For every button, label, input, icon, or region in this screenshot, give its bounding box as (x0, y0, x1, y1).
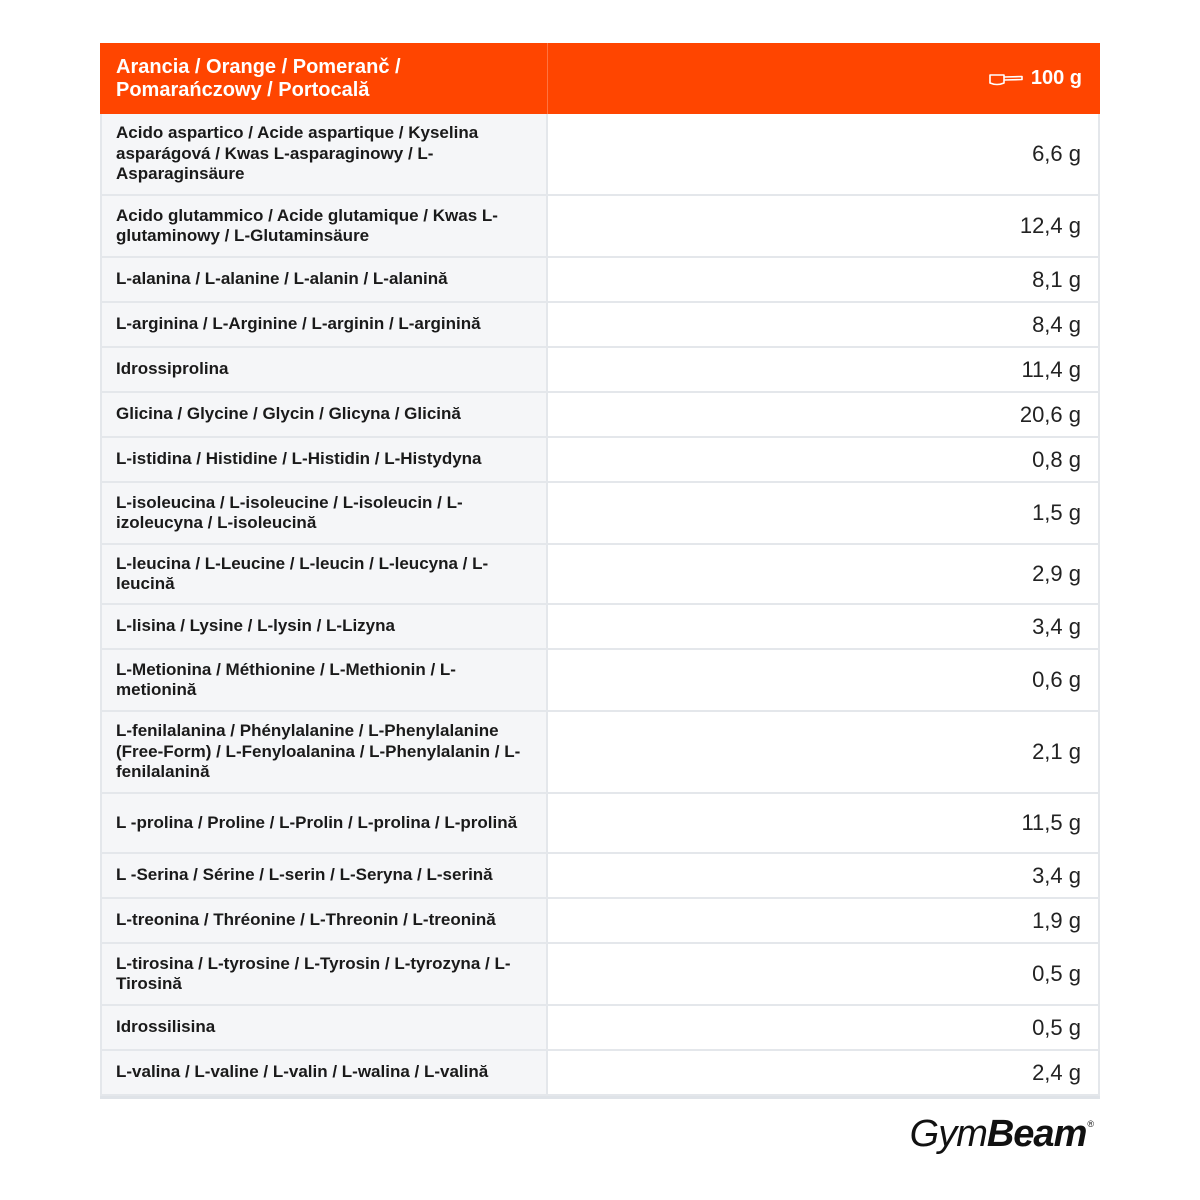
nutrient-name: L-fenilalanina / Phénylalanine / L-Phenylalanine (Free-Form) / L-Fenyloalanina / L-Phenylalanin / L-fenilalanină (102, 712, 548, 792)
nutrient-value: 1,5 g (548, 483, 1098, 543)
logo-text-beam: Beam (986, 1113, 1087, 1155)
table-row (100, 712, 1100, 794)
nutrient-name: Idrossiprolina (102, 348, 548, 391)
table-row (100, 1051, 1100, 1096)
nutrient-value: 8,1 g (548, 258, 1098, 301)
table-row (100, 258, 1100, 303)
nutrient-value: 2,9 g (548, 545, 1098, 603)
table-row (100, 196, 1100, 258)
logo-text-gym: Gym (909, 1113, 987, 1155)
nutrient-value: 11,4 g (548, 348, 1098, 391)
flavor-line-1: Arancia / Orange / Pomeranč / (116, 56, 401, 78)
nutrient-name: L-Metionina / Méthionine / L-Methionin / L-metionină (102, 650, 548, 710)
nutrient-name: Idrossilisina (102, 1006, 548, 1049)
nutrient-name: Acido glutammico / Acide glutamique / Kwas L-glutaminowy / L-Glutaminsäure (102, 196, 548, 256)
flavor-line-2: Pomarańczowy / Portocală (116, 79, 370, 101)
table-row (100, 393, 1100, 438)
serving-size: 100 g (1030, 67, 1082, 89)
table-row (100, 794, 1100, 854)
table-header (100, 43, 1100, 114)
table-row (100, 1006, 1100, 1051)
nutrient-name: L -prolina / Proline / L-Prolin / L-prolina / L-prolină (102, 794, 548, 852)
amino-acid-table (100, 43, 1100, 1099)
nutrient-name: Glicina / Glycine / Glycin / Glicyna / Glicină (102, 393, 548, 436)
nutrient-name: L-arginina / L-Arginine / L-arginin / L-arginină (102, 303, 548, 346)
scoop-icon (989, 71, 1023, 87)
nutrient-value: 2,1 g (548, 712, 1098, 792)
table-row (100, 650, 1100, 712)
nutrient-name: L-alanina / L-alanine / L-alanin / L-alanină (102, 258, 548, 301)
nutrient-name: Acido aspartico / Acide aspartique / Kyselina asparágová / Kwas L-asparaginowy / L-Asparaginsäure (102, 114, 548, 194)
nutrient-value: 0,5 g (548, 944, 1098, 1004)
nutrient-value: 0,6 g (548, 650, 1098, 710)
table-row (100, 348, 1100, 393)
table-row (100, 944, 1100, 1006)
table-row (100, 545, 1100, 605)
serving-heading (548, 43, 1100, 114)
nutrient-value: 20,6 g (548, 393, 1098, 436)
nutrient-name: L-valina / L-valine / L-valin / L-walina / L-valină (102, 1051, 548, 1094)
nutrient-value: 1,9 g (548, 899, 1098, 942)
table-row (100, 483, 1100, 545)
nutrient-value: 12,4 g (548, 196, 1098, 256)
table-body (100, 114, 1100, 1096)
nutrient-value: 0,5 g (548, 1006, 1098, 1049)
flavor-heading (100, 43, 548, 114)
nutrient-value: 3,4 g (548, 605, 1098, 648)
nutrient-value: 6,6 g (548, 114, 1098, 194)
table-row (100, 899, 1100, 944)
gymbeam-logo (910, 1113, 1094, 1156)
registered-mark: ® (1087, 1119, 1094, 1129)
nutrient-name: L-treonina / Thréonine / L-Threonin / L-treonină (102, 899, 548, 942)
nutrient-name: L-lisina / Lysine / L-lysin / L-Lizyna (102, 605, 548, 648)
nutrient-value: 3,4 g (548, 854, 1098, 897)
nutrient-value: 11,5 g (548, 794, 1098, 852)
nutrient-name: L-isoleucina / L-isoleucine / L-isoleucin / L-izoleucyna / L-isoleucină (102, 483, 548, 543)
table-row (100, 605, 1100, 650)
nutrient-name: L -Serina / Sérine / L-serin / L-Seryna / L-serină (102, 854, 548, 897)
nutrient-value: 8,4 g (548, 303, 1098, 346)
nutrient-name: L-istidina / Histidine / L-Histidin / L-Histydyna (102, 438, 548, 481)
nutrient-value: 0,8 g (548, 438, 1098, 481)
nutrient-name: L-leucina / L-Leucine / L-leucin / L-leucyna / L-leucină (102, 545, 548, 603)
table-row (100, 854, 1100, 899)
nutrient-value: 2,4 g (548, 1051, 1098, 1094)
table-row (100, 438, 1100, 483)
table-row (100, 303, 1100, 348)
table-row (100, 114, 1100, 196)
nutrient-name: L-tirosina / L-tyrosine / L-Tyrosin / L-tyrozyna / L-Tirosină (102, 944, 548, 1004)
